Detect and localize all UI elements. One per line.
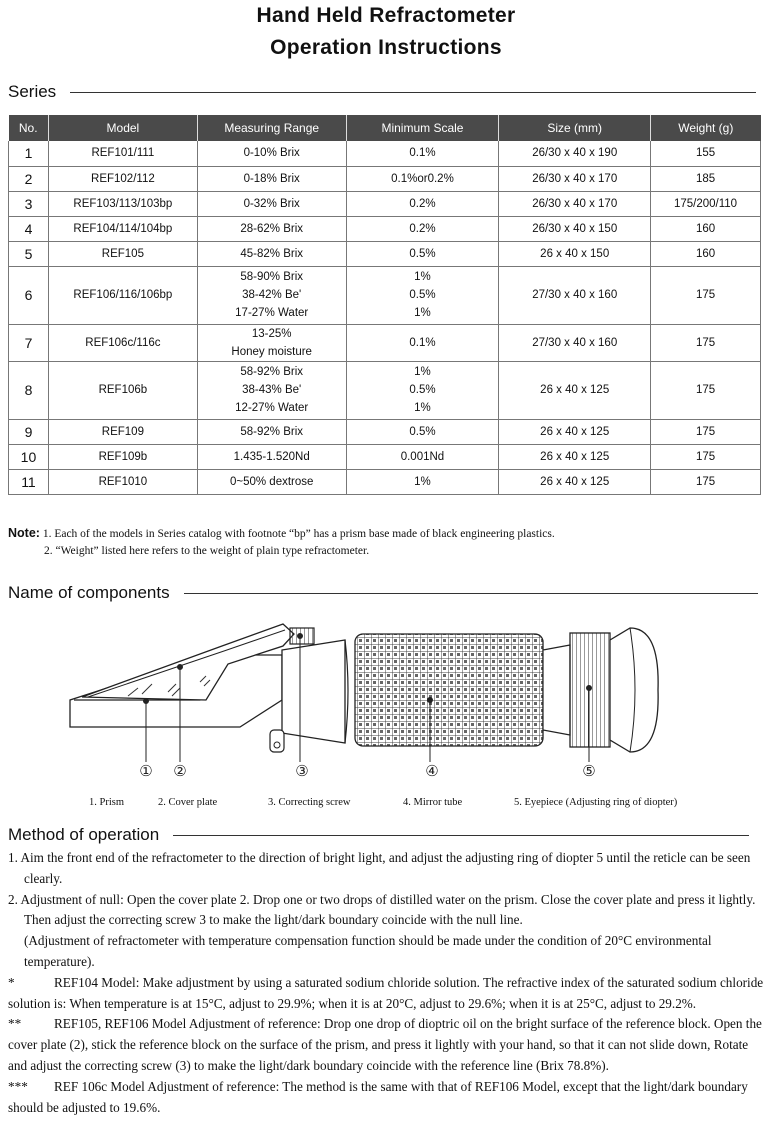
cell-range — [197, 419, 346, 444]
range-line: 12-27% Water — [235, 402, 309, 414]
cell-no: 3 — [9, 191, 49, 216]
note-line1 — [8, 526, 555, 540]
cell-no: 7 — [9, 324, 49, 361]
col-header: No. — [9, 115, 49, 141]
scale-line: 0.1% — [409, 336, 436, 349]
scale-line: 0.5% — [409, 247, 436, 260]
col-header: Weight (g) — [651, 115, 761, 141]
range-line: 58-90% Brix — [240, 271, 304, 283]
cell-range — [197, 191, 346, 216]
cell-model: REF104/114/104bp — [48, 216, 197, 241]
table-row — [9, 444, 761, 469]
table-row — [9, 141, 761, 166]
range-line: 0-32% Brix — [243, 197, 300, 210]
method-star3 — [8, 1077, 764, 1119]
cell-weight: 175 — [651, 444, 761, 469]
cell-size: 26 x 40 x 125 — [499, 419, 651, 444]
method-step2-note: (Adjustment of refractometer with temperature compensation function should be made under the condition of 20°C environmental temperature). — [24, 933, 712, 969]
range-line: 0~50% dextrose — [229, 475, 314, 488]
table-row — [9, 361, 761, 419]
cell-size: 26 x 40 x 125 — [499, 361, 651, 419]
scale-line: 0.2% — [409, 197, 436, 210]
note-text2: 2. “Weight” listed here refers to the weight of plain type refractometer. — [44, 545, 370, 557]
cell-no: 9 — [9, 419, 49, 444]
range-line: 13-25% — [251, 327, 292, 340]
cell-no: 11 — [9, 469, 49, 494]
cell-weight: 160 — [651, 216, 761, 241]
col-header: Size (mm) — [499, 115, 651, 141]
refractometer-diagram — [0, 612, 772, 797]
cell-range — [197, 266, 346, 324]
marker-3: ③ — [295, 762, 309, 780]
cell-model: REF103/113/103bp — [48, 191, 197, 216]
range-line: 28-62% Brix — [240, 222, 304, 235]
range-line: 0-18% Brix — [243, 172, 300, 185]
scale-line: 0.2% — [409, 222, 436, 235]
components-rule — [184, 593, 758, 594]
components-heading-row — [8, 583, 758, 603]
star3-mark: *** — [8, 1078, 28, 1094]
label-correcting-screw: 3. Correcting screw — [268, 797, 351, 808]
marker-5: ⑤ — [582, 762, 596, 780]
scale-line: 0.1% — [409, 147, 436, 160]
range-line: 38-43% Be' — [242, 384, 302, 396]
range-line: 38-42% Be' — [242, 289, 302, 301]
cell-weight: 175/200/110 — [651, 191, 761, 216]
cell-range — [197, 141, 346, 166]
table-row — [9, 166, 761, 191]
scale-line: 0.5% — [409, 289, 436, 301]
cell-no: 1 — [9, 141, 49, 166]
col-header: Measuring Range — [197, 115, 346, 141]
cell-weight: 175 — [651, 324, 761, 361]
marker-2: ② — [173, 762, 187, 780]
cell-model: REF106/116/106bp — [48, 266, 197, 324]
star1-text: REF104 Model: Make adjustment by using a saturated sodium chloride solution. The refractive index of the saturated sodium chloride solution is: When temperature is at 15°C, adjust to 29.9%; when it is at 20°C, adjust to 29.6%; when it is at 25°C, adjust to 29.2%. — [8, 974, 764, 1011]
cell-weight: 175 — [651, 361, 761, 419]
cell-scale — [346, 141, 499, 166]
cell-scale — [346, 419, 499, 444]
cell-size: 26 x 40 x 125 — [499, 444, 651, 469]
cell-scale — [346, 191, 499, 216]
table-row — [9, 241, 761, 266]
cell-range — [197, 469, 346, 494]
scale-line: 1% — [414, 366, 431, 378]
cell-range — [197, 444, 346, 469]
note-label: Note: — [8, 526, 40, 540]
method-star1 — [8, 973, 764, 1015]
label-cover-plate: 2. Cover plate — [158, 797, 218, 808]
method-step1: 1. Aim the front end of the refractometer to the direction of bright light, and adjust the adjusting ring of diopter 5 until the reticle can be seen clearly. — [8, 850, 751, 886]
series-rule — [70, 92, 756, 93]
method-star2 — [8, 1014, 764, 1076]
table-row — [9, 469, 761, 494]
scale-line: 1% — [414, 402, 431, 414]
star2-text: REF105, REF106 Model Adjustment of reference: Drop one drop of dioptric oil on the bright surface of the reference block. Open the cover plate (2), stick the reference block on the surface of the prism, and press it lightly with your hand, so that it can not slide down, Rotate and adjust the correcting screw (3) to make the light/dark boundary coincide with the reference line (Brix 78.8%). — [8, 1016, 762, 1073]
method-heading: Method of operation — [8, 825, 160, 844]
cell-model: REF109 — [48, 419, 197, 444]
table-row — [9, 216, 761, 241]
table-row — [9, 419, 761, 444]
cell-weight: 185 — [651, 166, 761, 191]
cell-size: 26/30 x 40 x 190 — [499, 141, 651, 166]
cell-model: REF109b — [48, 444, 197, 469]
cell-size: 26/30 x 40 x 170 — [499, 191, 651, 216]
scale-line: 0.5% — [409, 425, 436, 438]
cell-scale — [346, 241, 499, 266]
cell-model: REF106b — [48, 361, 197, 419]
cell-size: 26 x 40 x 150 — [499, 241, 651, 266]
document-title-line2: Operation Instructions — [270, 36, 502, 59]
scale-line: 0.1%or0.2% — [391, 172, 454, 185]
col-header: Minimum Scale — [346, 115, 499, 141]
cell-model: REF101/111 — [48, 141, 197, 166]
cell-model: REF102/112 — [48, 166, 197, 191]
cell-scale — [346, 444, 499, 469]
cell-range — [197, 361, 346, 419]
cell-range — [197, 166, 346, 191]
table-row — [9, 324, 761, 361]
star1-mark: * — [8, 974, 15, 990]
star2-mark: ** — [8, 1016, 22, 1032]
cell-scale — [346, 361, 499, 419]
table-row — [9, 266, 761, 324]
cell-size: 26/30 x 40 x 150 — [499, 216, 651, 241]
cell-scale — [346, 469, 499, 494]
cell-scale — [346, 216, 499, 241]
cell-size: 26/30 x 40 x 170 — [499, 166, 651, 191]
cell-scale — [346, 166, 499, 191]
marker-4: ④ — [425, 762, 439, 780]
series-heading-row — [8, 82, 756, 102]
method-heading-row — [8, 825, 749, 845]
star3-text: REF 106c Model Adjustment of reference: The method is the same with that of REF106 Model, except that the light/dark boundary should be adjusted to 19.6%. — [8, 1078, 748, 1115]
document-title-line1: Hand Held Refractometer — [256, 4, 516, 27]
method-step2: 2. Adjustment of null: Open the cover plate 2. Drop one or two drops of distilled water on the prism. Close the cover plate and press it lightly. Then adjust the correcting screw 3 to make the light/dark boundary coincide with the null line. — [8, 891, 756, 928]
range-line: 45-82% Brix — [240, 247, 304, 260]
eyepiece-body — [543, 628, 658, 752]
cell-scale — [346, 266, 499, 324]
cell-weight: 175 — [651, 266, 761, 324]
scale-line: 0.001Nd — [400, 450, 445, 463]
cell-no: 4 — [9, 216, 49, 241]
cell-weight: 160 — [651, 241, 761, 266]
table-row — [9, 191, 761, 216]
cell-weight: 175 — [651, 469, 761, 494]
label-mirror-tube: 4. Mirror tube — [403, 797, 463, 808]
cell-model: REF106c/116c — [48, 324, 197, 361]
scale-line: 0.5% — [409, 384, 436, 396]
series-header-row — [9, 115, 761, 141]
cell-scale — [346, 324, 499, 361]
components-heading: Name of components — [8, 583, 170, 602]
series-table — [8, 115, 761, 495]
series-heading: Series — [8, 82, 57, 101]
cell-range — [197, 216, 346, 241]
label-prism: 1. Prism — [89, 797, 125, 808]
range-line: 58-92% Brix — [240, 366, 304, 378]
cell-no: 8 — [9, 361, 49, 419]
cell-range — [197, 241, 346, 266]
range-line: 0-10% Brix — [243, 147, 300, 160]
cell-no: 2 — [9, 166, 49, 191]
range-line: Honey moisture — [231, 345, 312, 358]
method-body — [8, 848, 764, 1118]
scale-line: 1% — [414, 307, 431, 319]
cell-size: 26 x 40 x 125 — [499, 469, 651, 494]
cell-no: 6 — [9, 266, 49, 324]
note-text1: 1. Each of the models in Series catalog with footnote “bp” has a prism base made of black engineering plastics. — [42, 528, 555, 540]
cell-weight: 175 — [651, 419, 761, 444]
method-rule — [173, 835, 749, 836]
range-line: 58-92% Brix — [240, 425, 304, 438]
cell-size: 27/30 x 40 x 160 — [499, 324, 651, 361]
range-line: 1.435-1.520Nd — [233, 450, 310, 463]
cell-no: 10 — [9, 444, 49, 469]
scale-line: 1% — [414, 475, 431, 488]
cell-model: REF1010 — [48, 469, 197, 494]
cell-model: REF105 — [48, 241, 197, 266]
cell-range — [197, 324, 346, 361]
label-eyepiece: 5. Eyepiece (Adjusting ring of diopter) — [514, 797, 678, 808]
scale-line: 1% — [414, 271, 431, 283]
marker-1: ① — [139, 762, 153, 780]
cell-size: 27/30 x 40 x 160 — [499, 266, 651, 324]
cell-weight: 155 — [651, 141, 761, 166]
mirror-tube-body — [345, 634, 543, 746]
col-header: Model — [48, 115, 197, 141]
range-line: 17-27% Water — [235, 307, 309, 319]
cell-no: 5 — [9, 241, 49, 266]
